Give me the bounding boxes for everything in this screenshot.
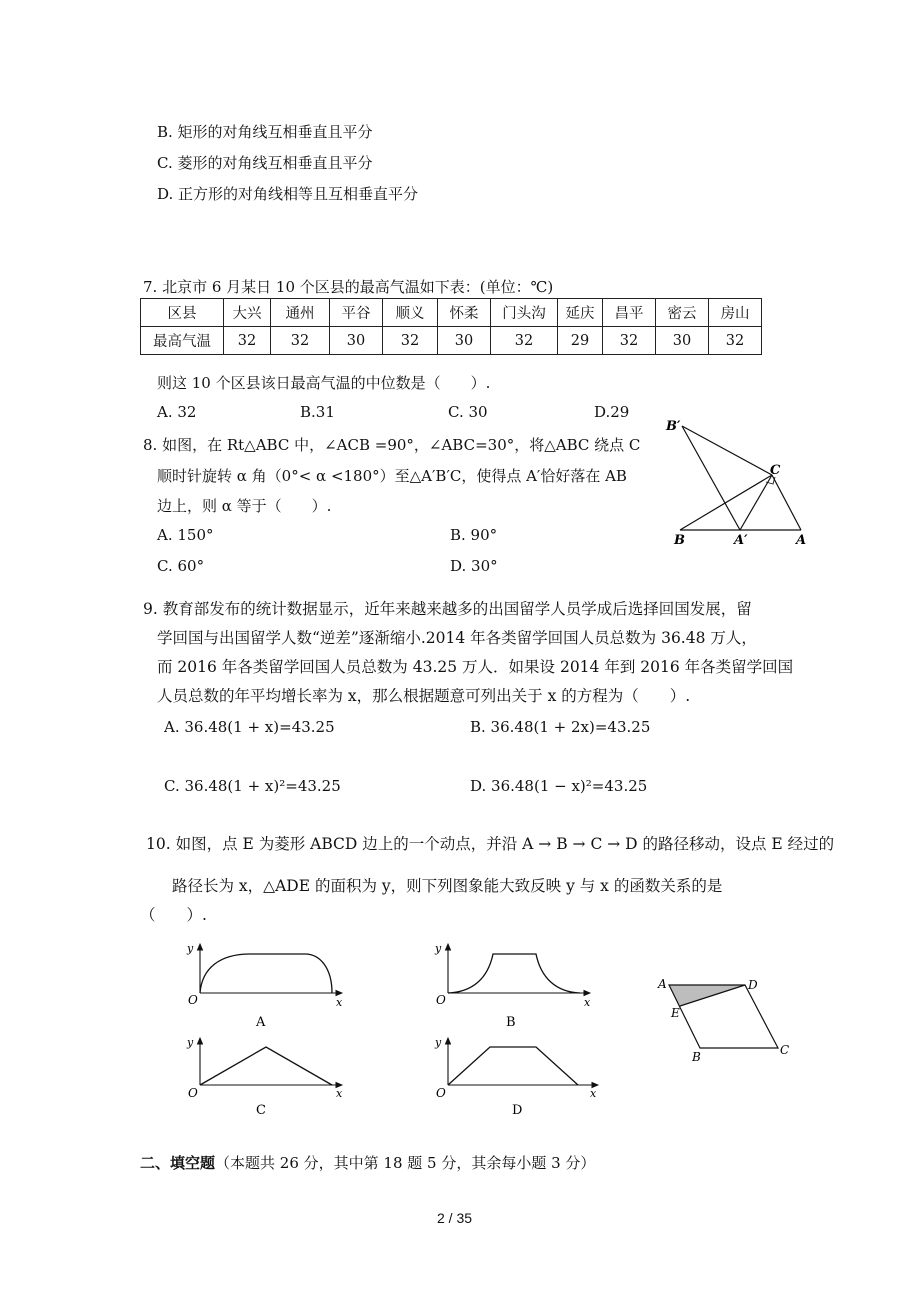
table-cell: 房山 — [709, 299, 762, 327]
graph-label-c: C — [256, 1103, 266, 1118]
table-cell: 32 — [709, 327, 762, 355]
curve-d — [448, 1047, 578, 1085]
graph-label-a: A — [256, 1015, 266, 1030]
q9-option-d: D. 36.48(1 − x)²=43.25 — [470, 777, 648, 795]
curve-c — [200, 1047, 332, 1085]
q9-line2: 学回国与出国留学人数“逆差”逐渐缩小.2014 年各类留学回国人员总数为 36.48 万人， — [157, 629, 757, 647]
q6-option-b: B. 矩形的对角线互相垂直且平分 — [157, 123, 373, 141]
table-cell: 大兴 — [224, 299, 271, 327]
label-b-prime: B′ — [666, 419, 681, 434]
label-a: A — [658, 977, 667, 991]
q9-option-a: A. 36.48(1 + x)=43.25 — [164, 718, 335, 736]
origin-label: O — [436, 1086, 446, 1100]
q7-stem: 7. 北京市 6 月某日 10 个区县的最高气温如下表：(单位：℃) — [143, 278, 554, 296]
graph-c — [180, 1034, 350, 1124]
q6-option-d: D. 正方形的对角线相等且互相垂直平分 — [157, 185, 419, 203]
x-axis-label: x — [590, 1087, 597, 1100]
table-header-row — [141, 299, 762, 327]
table-cell: 30 — [656, 327, 709, 355]
q10-line3: （ ）. — [140, 906, 207, 924]
label-a: A — [796, 533, 807, 548]
table-cell: 29 — [558, 327, 603, 355]
q8-option-a: A. 150° — [157, 526, 214, 544]
curve-a — [200, 954, 332, 993]
q10-line1: 10. 如图，点 E 为菱形 ABCD 边上的一个动点，并沿 A → B → C → D 的路径移动，设点 E 经过的 — [146, 835, 835, 853]
q9-line3: 而 2016 年各类留学回国人员总数为 43.25 万人．如果设 2014 年到 2016 年各类留学回国 — [157, 658, 794, 676]
q7-option-b: B.31 — [300, 403, 335, 421]
table-cell: 区县 — [141, 299, 224, 327]
y-axis-label: y — [435, 1036, 442, 1049]
table-cell: 通州 — [271, 299, 330, 327]
table-cell: 延庆 — [558, 299, 603, 327]
table-cell: 30 — [330, 327, 383, 355]
graph-label-d: D — [512, 1103, 523, 1118]
q6-option-c: C. 菱形的对角线互相垂直且平分 — [157, 154, 373, 172]
label-b: B — [692, 1050, 701, 1064]
y-axis-label: y — [187, 942, 194, 955]
x-axis-label: x — [336, 1087, 343, 1100]
q8-option-b: B. 90° — [450, 526, 498, 544]
page-number: 2 / 35 — [437, 1210, 473, 1226]
q8-line2: 顺时针旋转 α 角（0°< α <180°）至△A′B′C，使得点 A′恰好落在 AB — [157, 467, 627, 485]
table-row — [141, 327, 762, 355]
temperature-table — [140, 298, 762, 355]
curve-b — [448, 954, 580, 993]
q9-option-c: C. 36.48(1 + x)²=43.25 — [164, 777, 341, 795]
section2-title: 二、填空题 — [140, 1154, 216, 1172]
q9-option-b: B. 36.48(1 + 2x)=43.25 — [470, 718, 651, 736]
label-a-prime: A′ — [734, 533, 748, 548]
label-c: C — [770, 463, 781, 478]
graph-b — [428, 938, 598, 1034]
table-cell: 32 — [224, 327, 271, 355]
q8-option-d: D. 30° — [450, 557, 498, 575]
q8-line3: 边上，则 α 等于（ ）. — [157, 497, 332, 515]
x-axis-label: x — [584, 996, 591, 1009]
rotation-triangle-figure — [660, 412, 820, 552]
section2-note: （本题共 26 分，其中第 18 题 5 分，其余每小题 3 分） — [215, 1154, 596, 1172]
graph-a — [180, 938, 350, 1034]
y-axis-label: y — [435, 942, 442, 955]
section2-heading — [140, 1152, 595, 1173]
q10-line2: 路径长为 x，△ADE 的面积为 y，则下列图象能大致反映 y 与 x 的函数关系的是 — [172, 877, 723, 895]
table-cell: 门头沟 — [491, 299, 558, 327]
table-cell: 32 — [383, 327, 438, 355]
label-e: E — [671, 1006, 680, 1020]
table-cell: 昌平 — [603, 299, 656, 327]
q8-option-c: C. 60° — [157, 557, 205, 575]
table-cell: 32 — [491, 327, 558, 355]
graph-label-b: B — [506, 1015, 516, 1030]
q9-line4: 人员总数的年平均增长率为 x，那么根据题意可列出关于 x 的方程为（ ）. — [157, 687, 691, 705]
table-cell: 怀柔 — [438, 299, 491, 327]
label-c: C — [780, 1043, 790, 1057]
y-axis-label: y — [187, 1036, 194, 1049]
table-cell: 最高气温 — [141, 327, 224, 355]
q8-line1: 8. 如图，在 Rt△ABC 中，∠ACB =90°，∠ABC=30°，将△ABC 绕点 C — [143, 436, 641, 454]
q7-option-d: D.29 — [594, 403, 630, 421]
table-cell: 平谷 — [330, 299, 383, 327]
graph-d — [428, 1034, 608, 1124]
q7-option-a: A. 32 — [157, 403, 197, 421]
x-axis-label: x — [336, 996, 343, 1009]
label-d: D — [748, 978, 758, 992]
q7-question: 则这 10 个区县该日最高气温的中位数是（ ）. — [157, 374, 491, 392]
table-cell: 32 — [271, 327, 330, 355]
origin-label: O — [436, 993, 446, 1007]
table-cell: 30 — [438, 327, 491, 355]
q7-option-c: C. 30 — [448, 403, 488, 421]
label-b: B — [674, 533, 685, 548]
origin-label: O — [188, 993, 198, 1007]
table-cell: 顺义 — [383, 299, 438, 327]
table-cell: 32 — [603, 327, 656, 355]
rhombus-figure — [650, 968, 810, 1064]
q9-line1: 9. 教育部发布的统计数据显示，近年来越来越多的出国留学人员学成后选择回国发展，留 — [143, 600, 752, 618]
origin-label: O — [188, 1086, 198, 1100]
table-cell: 密云 — [656, 299, 709, 327]
